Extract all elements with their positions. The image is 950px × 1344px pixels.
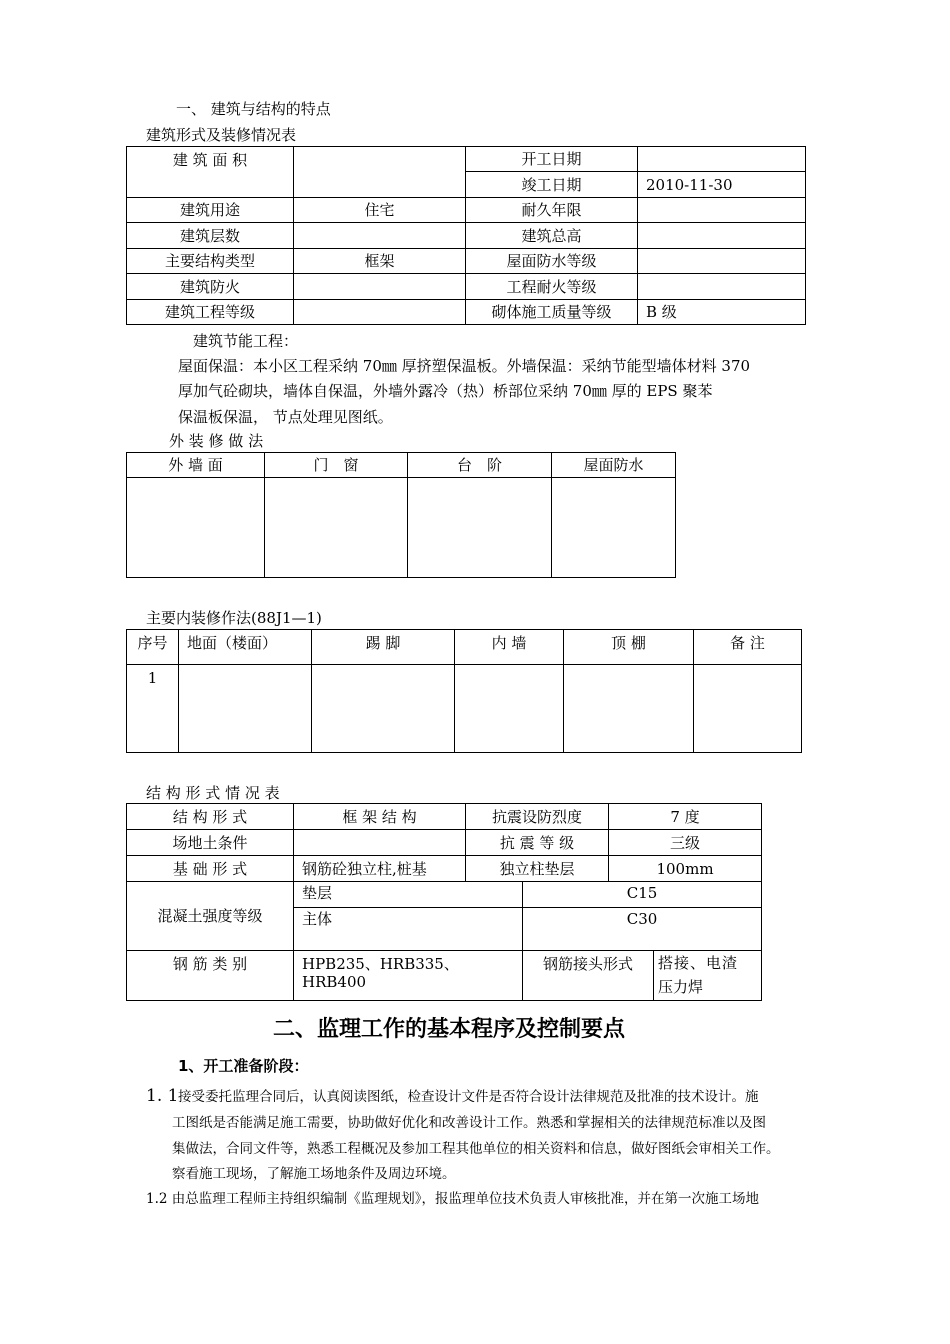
- rebar-type-label: 钢 筋 类 别: [127, 951, 294, 1001]
- durability-value: [638, 198, 806, 223]
- height-label: 建筑总高: [466, 223, 638, 249]
- table3-title: 主要内装修作法(88J1—1): [146, 609, 322, 627]
- area-label: 建 筑 面 积: [127, 147, 294, 198]
- rebar-joint-value-line-1: 搭接、电渣: [658, 954, 739, 972]
- structure-label: 主要结构类型: [127, 249, 294, 274]
- section2-heading: 二、监理工作的基本程序及控制要点: [273, 1017, 626, 1042]
- energy-line-2: 厚加气砼砌块，墙体自保温，外墙外露冷（热）桥部位采纳 70㎜ 厚的 EPS 聚苯: [178, 382, 713, 400]
- foundation-value: 钢筋砼独立柱,桩基: [294, 856, 466, 882]
- p11-line-4: 察看施工现场，了解施工场地条件及周边环境。: [172, 1166, 456, 1182]
- exterior-cell: [552, 478, 676, 578]
- p11-line-2: 工图纸是否能满足施工需要，协助做好优化和改善设计工作。熟悉和掌握相关的法律规范标准以及图: [172, 1115, 766, 1131]
- structure-value: 框架: [294, 249, 466, 274]
- exterior-col-header: 屋面防水: [552, 453, 676, 478]
- table1-title: 建筑形式及装修情况表: [146, 126, 297, 144]
- interior-col-header: 内 墙: [455, 630, 564, 665]
- interior-col-header: 踢 脚: [312, 630, 455, 665]
- rebar-type-value: HPB235、HRB335、HRB400: [294, 951, 523, 1001]
- start-date-value: [638, 147, 806, 172]
- exterior-cell: [265, 478, 408, 578]
- soil-value: [294, 830, 466, 856]
- table2-title: 外 装 修 做 法: [169, 432, 264, 450]
- interior-col-header: 序号: [127, 630, 179, 665]
- exterior-cell: [127, 478, 265, 578]
- exterior-finish-table: [126, 452, 676, 578]
- energy-line-1: 屋面保温：本小区工程采纳 70㎜ 厚挤塑保温板。外墙保温：采纳节能型墙体材料 370: [178, 357, 751, 375]
- interior-col-header: 地面（楼面）: [179, 630, 312, 665]
- exterior-col-header: 门 窗: [265, 453, 408, 478]
- masonry-value: B 级: [638, 300, 806, 325]
- interior-cell: [564, 665, 694, 753]
- cushion-value: 100mm: [609, 856, 762, 882]
- foundation-label: 基 础 形 式: [127, 856, 294, 882]
- main-body-label: 主体: [294, 908, 523, 951]
- rebar-joint-value-line-2: 压力焊: [658, 978, 704, 996]
- roof-waterproof-value: [638, 249, 806, 274]
- use-value: 住宅: [294, 198, 466, 223]
- interior-col-header: 备 注: [694, 630, 802, 665]
- exterior-col-header: 台 阶: [408, 453, 552, 478]
- p12-line: 1.2 由总监理工程师主持组织编制《监理规划》，报监理单位技术负责人审核批准，并在第一次施工场地: [146, 1191, 760, 1207]
- p11-number: 1. 1: [146, 1086, 179, 1106]
- fire-label: 建筑防火: [127, 274, 294, 300]
- soil-label: 场地土条件: [127, 830, 294, 856]
- exterior-cell: [408, 478, 552, 578]
- durability-label: 耐久年限: [466, 198, 638, 223]
- height-value: [638, 223, 806, 249]
- energy-line-3: 保温板保温， 节点处理见图纸。: [178, 408, 393, 426]
- interior-cell: [455, 665, 564, 753]
- section1-heading: 一、 建筑与结构的特点: [176, 100, 331, 118]
- concrete-grade-label: 混凝土强度等级: [127, 882, 294, 951]
- floors-label: 建筑层数: [127, 223, 294, 249]
- finish-date-label: 竣工日期: [466, 172, 638, 198]
- table4-title: 结 构 形 式 情 况 表: [146, 784, 280, 802]
- seismic-grade-label: 抗 震 等 级: [466, 830, 609, 856]
- fire-rating-value: [638, 274, 806, 300]
- seismic-grade-value: 三级: [609, 830, 762, 856]
- pad-value: C15: [523, 882, 762, 908]
- energy-title: 建筑节能工程：: [193, 332, 299, 350]
- interior-cell: [312, 665, 455, 753]
- roof-waterproof-label: 屋面防水等级: [466, 249, 638, 274]
- rebar-joint-label: 钢筋接头形式: [523, 951, 654, 1001]
- interior-finish-table: [126, 629, 802, 753]
- pad-label: 垫层: [294, 882, 523, 908]
- interior-col-header: 顶 棚: [564, 630, 694, 665]
- finish-date-value: 2010-11-30: [638, 172, 806, 198]
- interior-row-number: 1: [127, 665, 179, 753]
- fire-value: [294, 274, 466, 300]
- p11-line-1: 接受委托监理合同后，认真阅读图纸，检查设计文件是否符合设计法律规范及批准的技术设计。施: [178, 1089, 759, 1105]
- grade-value: [294, 300, 466, 325]
- seismic-intensity-label: 抗震设防烈度: [466, 804, 609, 830]
- p11-line-3: 集做法，合同文件等，熟悉工程概况及参加工程其他单位的相关资料和信息，做好图纸会审相关工作。: [172, 1141, 780, 1157]
- exterior-col-header: 外 墙 面: [127, 453, 265, 478]
- struct-form-label: 结 构 形 式: [127, 804, 294, 830]
- subsection1-heading: 1、开工准备阶段：: [178, 1057, 309, 1075]
- fire-rating-label: 工程耐火等级: [466, 274, 638, 300]
- area-value: [294, 147, 466, 198]
- start-date-label: 开工日期: [466, 147, 638, 172]
- structure-table: [126, 803, 762, 1001]
- cushion-label: 独立柱垫层: [466, 856, 609, 882]
- grade-label: 建筑工程等级: [127, 300, 294, 325]
- masonry-label: 砌体施工质量等级: [466, 300, 638, 325]
- building-form-table: [126, 146, 806, 325]
- main-body-value: C30: [523, 908, 762, 951]
- interior-cell: [694, 665, 802, 753]
- interior-cell: [179, 665, 312, 753]
- seismic-intensity-value: 7 度: [609, 804, 762, 830]
- use-label: 建筑用途: [127, 198, 294, 223]
- rebar-joint-value: [654, 951, 762, 1001]
- struct-form-value: 框 架 结 构: [294, 804, 466, 830]
- floors-value: [294, 223, 466, 249]
